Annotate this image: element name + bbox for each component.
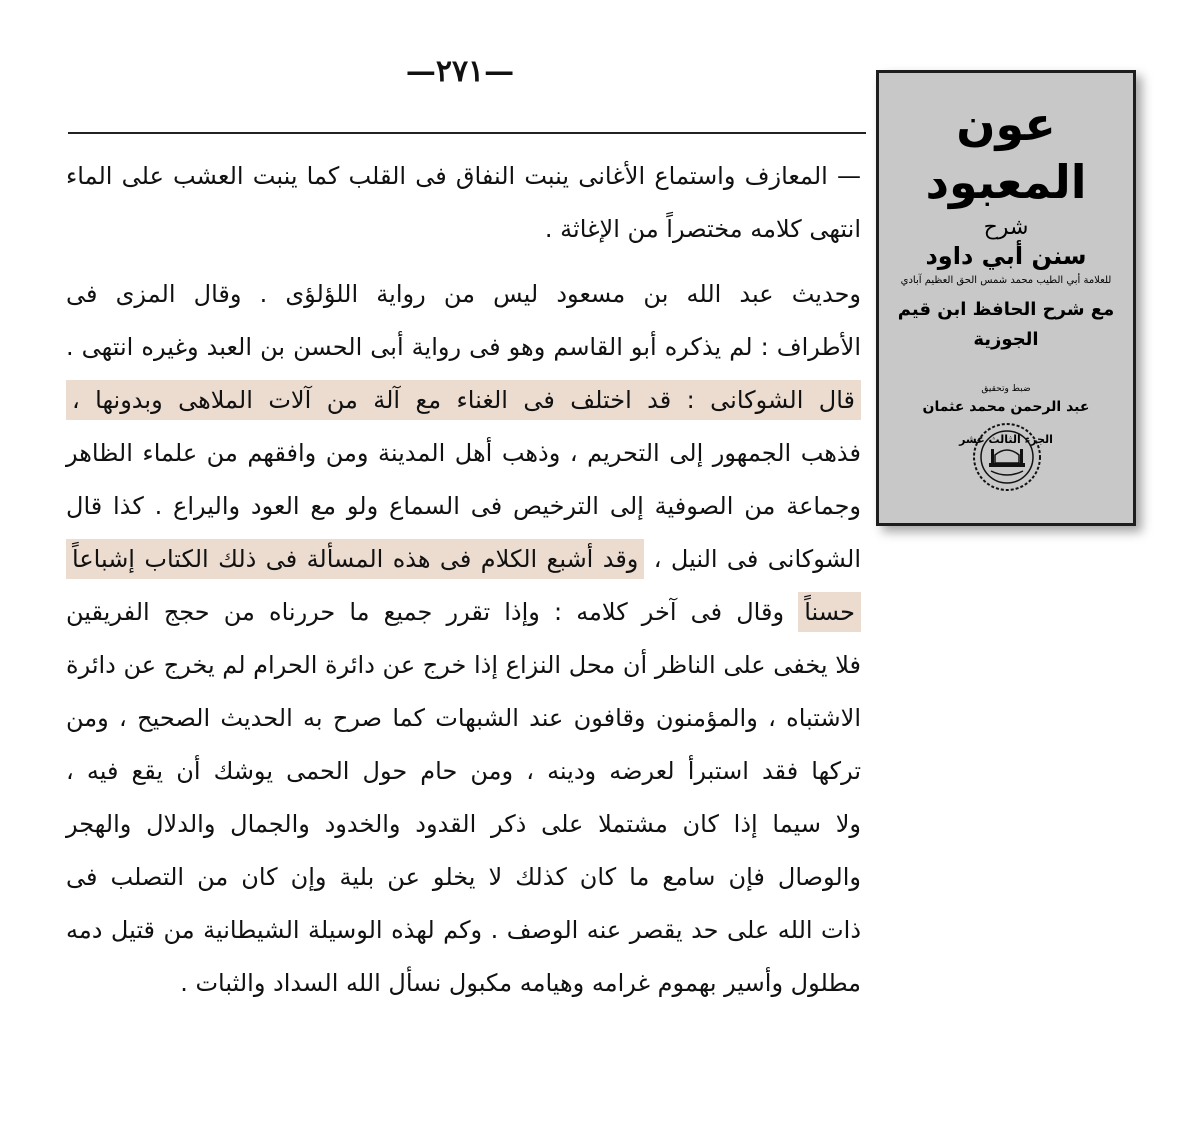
- cover-volume: الجزء الثالث عشر: [959, 433, 1053, 446]
- publisher-emblem-icon: [971, 421, 1043, 493]
- cover-editor-label: ضبط وتحقيق: [981, 384, 1031, 394]
- cover-sunan: سنن أبي داود: [925, 242, 1087, 270]
- text-line-6: فذهب الجمهور إلى التحريم ، وذهب أهل المدينة ومن وافقهم من علماء الظاهر: [66, 439, 861, 467]
- text-line-14: والوصال فإن سامع ما كان كذلك لا يخلو عن بلية وإن كان من التصلب فى: [66, 863, 861, 891]
- text-line-13: ولا سيما إذا كان مشتملا على ذكر القدود والخدود والجمال والدلال والهجر: [66, 810, 861, 838]
- page-number: —۲۷۱—: [405, 54, 515, 89]
- cover-commentary: مع شرح الحافظ ابن قيم الجوزية: [897, 299, 1115, 350]
- text-line-8-start: الشوكانى فى النيل ،: [653, 545, 861, 573]
- cover-author: للعلامة أبي الطيب محمد شمس الحق العظيم آبادي: [900, 275, 1112, 286]
- text-line-11: الاشتباه ، والمؤمنون وقافون عند الشبهات كما صرح به الحديث الصحيح ، ومن: [66, 704, 861, 732]
- text-line-2: انتهى كلامه مختصراً من الإغاثة .: [544, 215, 861, 243]
- text-line-8: [56, 533, 871, 586]
- text-line-9-rest: وقال فى آخر كلامه : وإذا تقرر جميع ما حررناه من حجج الفريقين: [66, 598, 785, 626]
- text-line-12: تركها فقد استبرأ لعرضه ودينه ، ومن حام حول الحمى يوشك أن يقع فيه ،: [66, 757, 861, 785]
- text-line-3: وحديث عبد الله بن مسعود ليس من رواية اللؤلؤى . وقال المزى فى: [66, 280, 861, 308]
- text-line-4: الأطراف : لم يذكره أبو القاسم وهو فى رواية أبى الحسن بن العبد وغيره انتهى .: [66, 333, 861, 361]
- text-line-1: — المعازف واستماع الأغانى ينبت النفاق فى القلب كما ينبت العشب على الماء: [66, 162, 861, 190]
- text-line-15: ذات الله على حد يقصر عنه الوصف . وكم لهذه الوسيلة الشيطانية من قتيل دمه: [66, 916, 861, 944]
- text-line-7: وجماعة من الصوفية إلى الترخيص فى السماع ولو مع العود واليراع . كذا قال: [66, 492, 861, 520]
- highlight-ishbaa: وقد أشبع الكلام فى هذه المسألة فى ذلك الكتاب إشباعاً: [66, 539, 644, 579]
- text-line-16: مطلول وأسير بهموم غرامه وهيامه مكبول نسأل الله السداد والثبات .: [180, 969, 861, 997]
- cover-editor: عبد الرحمن محمد عثمان: [922, 399, 1090, 415]
- book-cover: [876, 70, 1136, 526]
- header-rule: [68, 132, 866, 134]
- highlight-shawkani-quote: قال الشوكانى : قد اختلف فى الغناء مع آلة من آلات الملاهى وبدونها ،: [66, 380, 861, 420]
- text-line-10: فلا يخفى على الناظر أن محل النزاع إذا خرج عن دائرة الحرام لم يخرج عن دائرة: [66, 651, 861, 679]
- text-line-5: [56, 374, 871, 427]
- text-line-9: [56, 586, 871, 639]
- cover-sharh: شرح: [983, 215, 1029, 240]
- book-page-text: [56, 150, 871, 1010]
- highlight-hasanan: حسناً: [798, 592, 861, 632]
- cover-title: عون المعبود: [925, 97, 1087, 209]
